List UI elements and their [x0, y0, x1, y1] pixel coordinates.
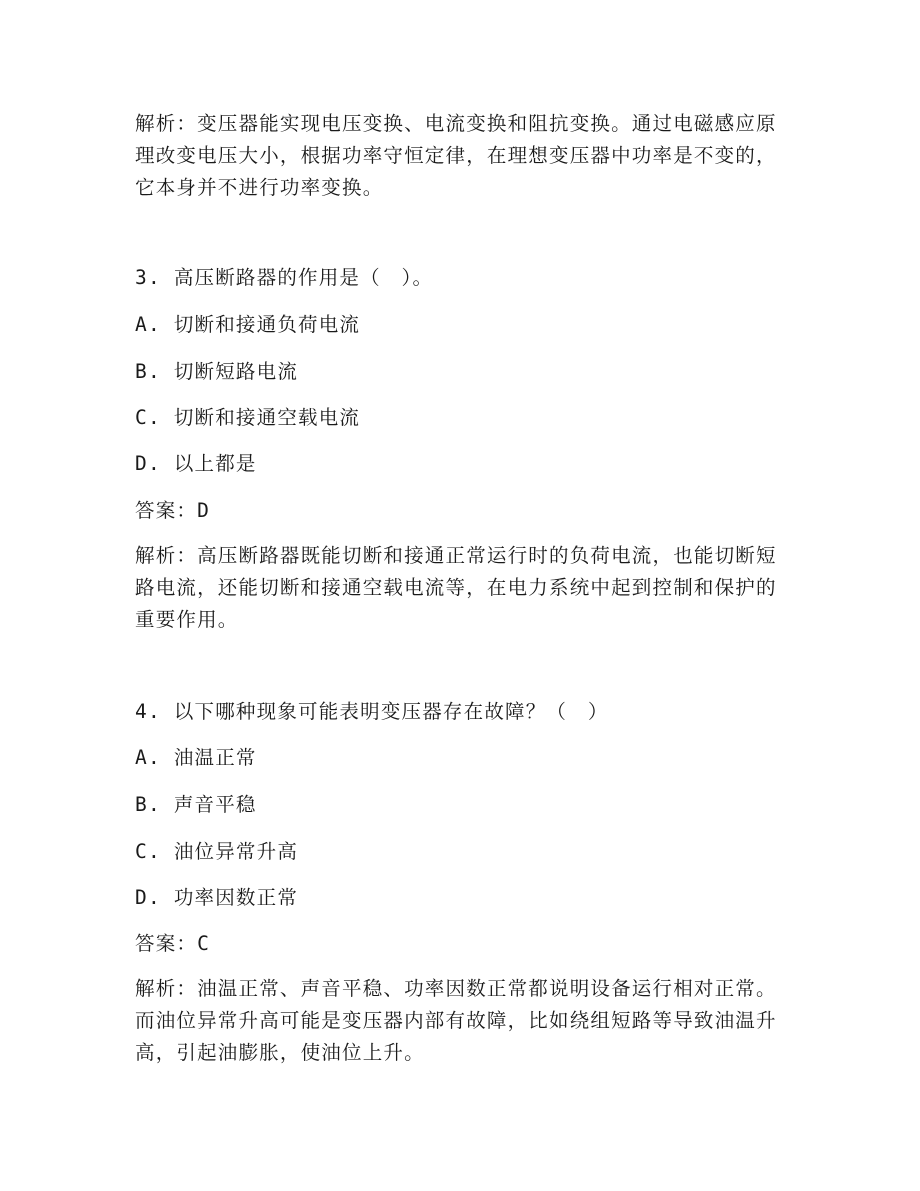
question-4-option-c: C. 油位异常升高: [135, 840, 299, 863]
question-3-option-d: D. 以上都是: [135, 452, 257, 475]
question-4-option-d: D. 功率因数正常: [135, 886, 299, 909]
question-3-option-a: A. 切断和接通负荷电流: [135, 313, 361, 336]
question-4-answer: 答案：C: [135, 932, 211, 955]
question-3-option-c: C. 切断和接通空载电流: [135, 406, 361, 429]
question-4-option-a: A. 油温正常: [135, 746, 257, 769]
question-3-answer: 答案：D: [135, 499, 211, 522]
question-4-analysis: 解析：油温正常、声音平稳、功率因数正常都说明设备运行相对正常。而油位异常升高可能是变压器内部有故障，比如绕组短路等导致油温升高，引起油膨胀，使油位上升。: [135, 977, 777, 1064]
analysis-paragraph-prev: 解析：变压器能实现电压变换、电流变换和阻抗变换。通过电磁感应原理改变电压大小，根据功率守恒定律，在理想变压器中功率是不变的，它本身并不进行功率变换。: [135, 112, 777, 199]
question-3-option-b: B. 切断短路电流: [135, 360, 299, 383]
question-3-analysis: 解析：高压断路器既能切断和接通正常运行时的负荷电流，也能切断短路电流，还能切断和接通空载电流等，在电力系统中起到控制和保护的重要作用。: [135, 544, 777, 631]
question-4-stem: 4. 以下哪种现象可能表明变压器存在故障？（ ）: [135, 700, 609, 723]
question-4-option-b: B. 声音平稳: [135, 793, 257, 816]
question-3-stem: 3. 高压断路器的作用是（ ）。: [135, 266, 434, 289]
